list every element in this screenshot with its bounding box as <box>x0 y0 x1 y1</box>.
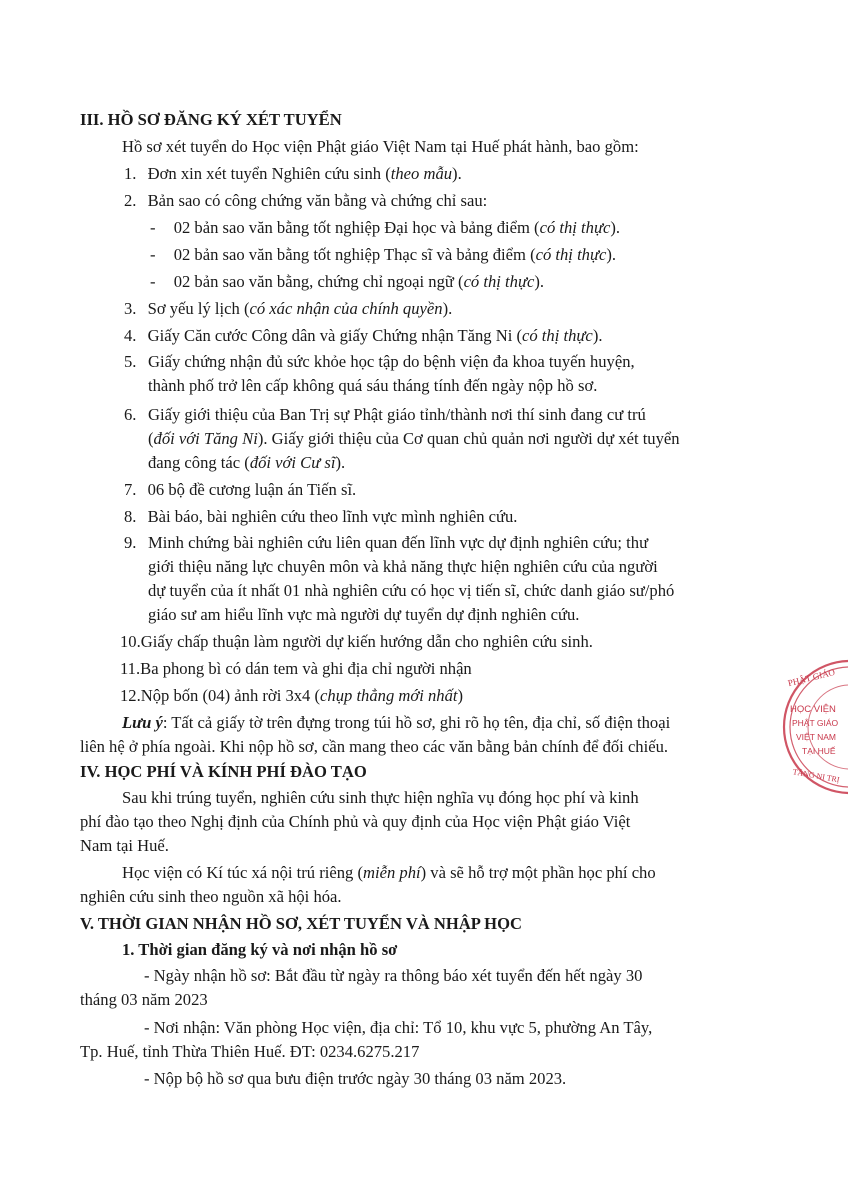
list-item-6-line-1: Giấy giới thiệu của Ban Trị sự Phật giáo tỉnh/thành nơi thí sinh đang cư trú <box>148 405 646 424</box>
sub-item-2 <box>150 243 616 267</box>
item-italic: chụp thẳng mới nhất <box>320 686 458 705</box>
section-4-p1-line-3: Nam tại Huế. <box>80 836 169 855</box>
sub-italic: có thị thực <box>539 218 611 237</box>
list-item-9-line-1: Minh chứng bài nghiên cứu liên quan đến lĩnh vực dự định nghiên cứu; thư <box>148 533 649 552</box>
official-seal <box>780 656 848 798</box>
seal-text-top: PHẬT GIÁO <box>786 666 836 689</box>
sub-end: ). <box>610 218 621 237</box>
item-italic: đối với Tăng Ni <box>153 429 258 448</box>
note-line-1 <box>122 711 670 735</box>
item-text: đang công tác ( <box>148 453 250 472</box>
sub-end: ). <box>606 245 617 264</box>
section-5-d2-line-1: - Nơi nhận: Văn phòng Học viện, địa chỉ: Tổ 10, khu vực 5, phường An Tây, <box>144 1018 653 1037</box>
dash: - <box>150 245 156 264</box>
item-number: 4. <box>124 326 137 345</box>
seal-text-bottom: TĂNG NI TRỊ <box>791 767 841 785</box>
item-text: Bài báo, bài nghiên cứu theo lĩnh vực mình nghiên cứu. <box>147 507 518 526</box>
seal-text-line-3: PHẬT GIÁO <box>792 718 839 728</box>
item-end: ). <box>442 299 453 318</box>
section-3-heading: III. HỒ SƠ ĐĂNG KÝ XÉT TUYỂN <box>80 110 342 129</box>
sub-italic: có thị thực <box>463 272 535 291</box>
seal-text-line-2: HỌC VIỆN <box>790 704 836 715</box>
note-label: Lưu ý <box>122 713 163 732</box>
sub-end: ). <box>534 272 545 291</box>
list-item-8 <box>124 505 517 529</box>
list-item-7 <box>124 478 356 502</box>
section-4-p2-line-1 <box>122 861 656 885</box>
item-text: Đơn xin xét tuyển Nghiên cứu sinh ( <box>147 164 391 183</box>
section-4-p2-line-2: nghiên cứu sinh theo nguồn xã hội hóa. <box>80 887 342 906</box>
para-text: Học viện có Kí túc xá nội trú riêng ( <box>122 863 363 882</box>
note-line-2: liên hệ ở phía ngoài. Khi nộp hồ sơ, cần mang theo các văn bằng bản chính để đối chiếu. <box>80 737 669 756</box>
item-text: 12.Nộp bốn (04) ảnh rời 3x4 ( <box>120 686 321 705</box>
paren-open: ( <box>148 429 154 448</box>
list-item-10: 10.Giấy chấp thuận làm người dự kiến hướng dẫn cho nghiên cứu sinh. <box>120 632 593 651</box>
section-5-d1-line-2: tháng 03 năm 2023 <box>80 990 208 1009</box>
item-italic: đối với Cư sĩ <box>249 453 336 472</box>
para-text-rest: ) và sẽ hỗ trợ một phần học phí cho <box>420 863 656 882</box>
section-5-heading: V. THỜI GIAN NHẬN HỒ SƠ, XÉT TUYỂN VÀ NHẬP HỌC <box>80 914 522 933</box>
section-5-sub-heading: 1. Thời gian đăng ký và nơi nhận hồ sơ <box>122 940 398 959</box>
item-number: 2. <box>124 191 137 210</box>
dash: - <box>150 272 156 291</box>
item-end: ). <box>592 326 603 345</box>
section-3-intro: Hồ sơ xét tuyển do Học viện Phật giáo Việt Nam tại Huế phát hành, bao gồm: <box>122 137 639 156</box>
section-4-heading: IV. HỌC PHÍ VÀ KÍNH PHÍ ĐÀO TẠO <box>80 762 367 781</box>
seal-text-line-5: TẠI HUẾ <box>802 746 836 756</box>
section-5-d3: - Nộp bộ hồ sơ qua bưu điện trước ngày 30 tháng 03 năm 2023. <box>144 1069 567 1088</box>
item-number: 1. <box>124 164 137 183</box>
list-item-12 <box>120 684 463 708</box>
item-italic: có xác nhận của chính quyền <box>249 299 443 318</box>
list-item-5-line-1: Giấy chứng nhận đủ sức khỏe học tập do bệnh viện đa khoa tuyến huyện, <box>148 352 635 371</box>
item-end: ) <box>457 686 464 705</box>
sub-text: 02 bản sao văn bằng tốt nghiệp Thạc sĩ và bảng điểm ( <box>173 245 536 264</box>
list-item-2 <box>124 189 487 213</box>
dash: - <box>150 218 156 237</box>
section-5-d1-line-1: - Ngày nhận hồ sơ: Bắt đầu từ ngày ra thông báo xét tuyển đến hết ngày 30 <box>144 966 643 985</box>
para-italic: miễn phí <box>363 863 421 882</box>
list-item-1 <box>124 162 462 186</box>
list-item-4 <box>124 324 603 348</box>
item-number: 3. <box>124 299 137 318</box>
item-number: 7. <box>124 480 137 499</box>
list-item-11: 11.Ba phong bì có dán tem và ghi địa chỉ người nhận <box>120 659 472 678</box>
item-text: Bản sao có công chứng văn bằng và chứng chỉ sau: <box>147 191 488 210</box>
list-item-9-line-3: dự tuyển của ít nhất 01 nhà nghiên cứu có học vị tiến sĩ, chức danh giáo sư/phó <box>148 581 675 600</box>
item-italic: có thị thực <box>522 326 593 345</box>
section-4-p1-line-1: Sau khi trúng tuyển, nghiên cứu sinh thực hiện nghĩa vụ đóng học phí và kinh <box>122 788 639 807</box>
item-text: 06 bộ đề cương luận án Tiến sĩ. <box>147 480 357 499</box>
list-item-9-line-2: giới thiệu năng lực chuyên môn và khả năng thực hiện nghiên cứu của người <box>148 557 658 576</box>
seal-text-line-4: VIỆT NAM <box>796 732 836 742</box>
sub-italic: có thị thực <box>535 245 607 264</box>
list-item-3 <box>124 297 452 321</box>
item-text: Sơ yếu lý lịch ( <box>147 299 250 318</box>
item-italic: theo mẫu <box>390 164 453 183</box>
item-number: 8. <box>124 507 137 526</box>
sub-text: 02 bản sao văn bằng, chứng chỉ ngoại ngữ ( <box>173 272 464 291</box>
section-4-p1-line-2: phí đào tạo theo Nghị định của Chính phủ và quy định của Học viện Phật giáo Việt <box>80 812 631 831</box>
list-item-6-line-2 <box>148 427 680 451</box>
note-text: : Tất cả giấy tờ trên đựng trong túi hồ sơ, ghi rõ họ tên, địa chỉ, số điện thoại <box>162 713 671 732</box>
item-end: ). <box>452 164 462 183</box>
list-item-6-line-3 <box>148 451 345 475</box>
list-item-9-number: 9. <box>124 533 137 552</box>
section-5-d2-line-2: Tp. Huế, tỉnh Thừa Thiên Huế. ĐT: 0234.6275.217 <box>80 1042 420 1061</box>
sub-item-1 <box>150 216 620 240</box>
item-end: ). <box>335 453 346 472</box>
list-item-9-line-4: giáo sư am hiểu lĩnh vực mà người dự tuyển dự định nghiên cứu. <box>148 605 580 624</box>
official-seal-graphic <box>780 656 848 798</box>
item-text: ). Giấy giới thiệu của Cơ quan chủ quản nơi người dự xét tuyển <box>257 429 680 448</box>
sub-item-3 <box>150 270 544 294</box>
sub-text: 02 bản sao văn bằng tốt nghiệp Đại học và bảng điểm ( <box>173 218 540 237</box>
item-text: Giấy Căn cước Công dân và giấy Chứng nhận Tăng Ni ( <box>147 326 522 345</box>
list-item-6-number: 6. <box>124 405 137 424</box>
list-item-5-number: 5. <box>124 352 137 371</box>
list-item-5-line-2: thành phố trở lên cấp không quá sáu tháng tính đến ngày nộp hồ sơ. <box>148 376 598 395</box>
